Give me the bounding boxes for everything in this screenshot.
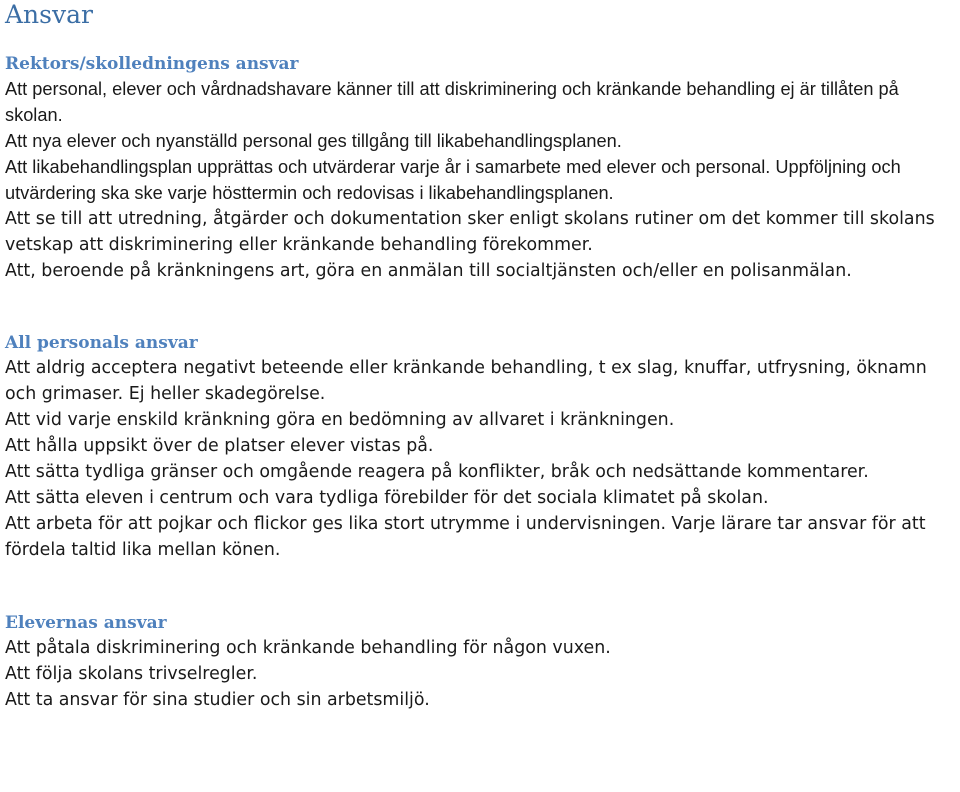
paragraph: Att se till att utredning, åtgärder och dokumentation sker enligt skolans rutiner om det kommer till skolans vetskap att diskriminering eller kränkande behandling förekommer.: [5, 209, 935, 255]
section-personal-ansvar: [5, 331, 957, 563]
section-body: [5, 635, 957, 713]
paragraph: Att aldrig acceptera negativt beteende eller kränkande behandling, t ex slag, knuffar, utfrysning, öknamn och grimaser. Ej heller skadegörelse.: [5, 358, 927, 404]
paragraph: Att vid varje enskild kränkning göra en bedömning av allvaret i kränkningen.: [5, 410, 675, 430]
paragraph: Att påtala diskriminering och kränkande behandling för någon vuxen.: [5, 638, 611, 658]
page-title: Ansvar: [5, 0, 93, 29]
section-heading: Elevernas ansvar: [5, 613, 167, 633]
paragraph: Att, beroende på kränkningens art, göra en anmälan till socialtjänsten och/eller en polisanmälan.: [5, 261, 852, 281]
section-elevernas-ansvar: [5, 611, 957, 713]
paragraph: Att personal, elever och vårdnadshavare känner till att diskriminering och kränkande behandling ej är tillåten på skolan.: [5, 79, 899, 125]
paragraph: Att nya elever och nyanställd personal ges tillgång till likabehandlingsplanen.: [5, 131, 622, 151]
section-heading: All personals ansvar: [5, 333, 198, 353]
section-body: [5, 76, 957, 284]
section-body: [5, 355, 957, 563]
document-page: [5, 0, 957, 713]
paragraph: Att arbeta för att pojkar och flickor ges lika stort utrymme i undervisningen. Varje lärare tar ansvar för att fördela taltid lika mellan könen.: [5, 514, 926, 560]
paragraph: Att ta ansvar för sina studier och sin arbetsmiljö.: [5, 690, 430, 710]
paragraph: Att följa skolans trivselregler.: [5, 664, 258, 684]
paragraph: Att sätta eleven i centrum och vara tydliga förebilder för det sociala klimatet på skolan.: [5, 488, 769, 508]
section-rektor-ansvar: [5, 52, 957, 284]
section-heading: Rektors/skolledningens ansvar: [5, 54, 299, 74]
paragraph: Att hålla uppsikt över de platser elever vistas på.: [5, 436, 434, 456]
paragraph: Att likabehandlingsplan upprättas och utvärderar varje år i samarbete med elever och personal. Uppföljning och utvärdering ska ske varje hösttermin och redovisas i likabehandlingsplanen.: [5, 157, 901, 203]
paragraph: Att sätta tydliga gränser och omgående reagera på konflikter, bråk och nedsättande kommentarer.: [5, 462, 869, 482]
